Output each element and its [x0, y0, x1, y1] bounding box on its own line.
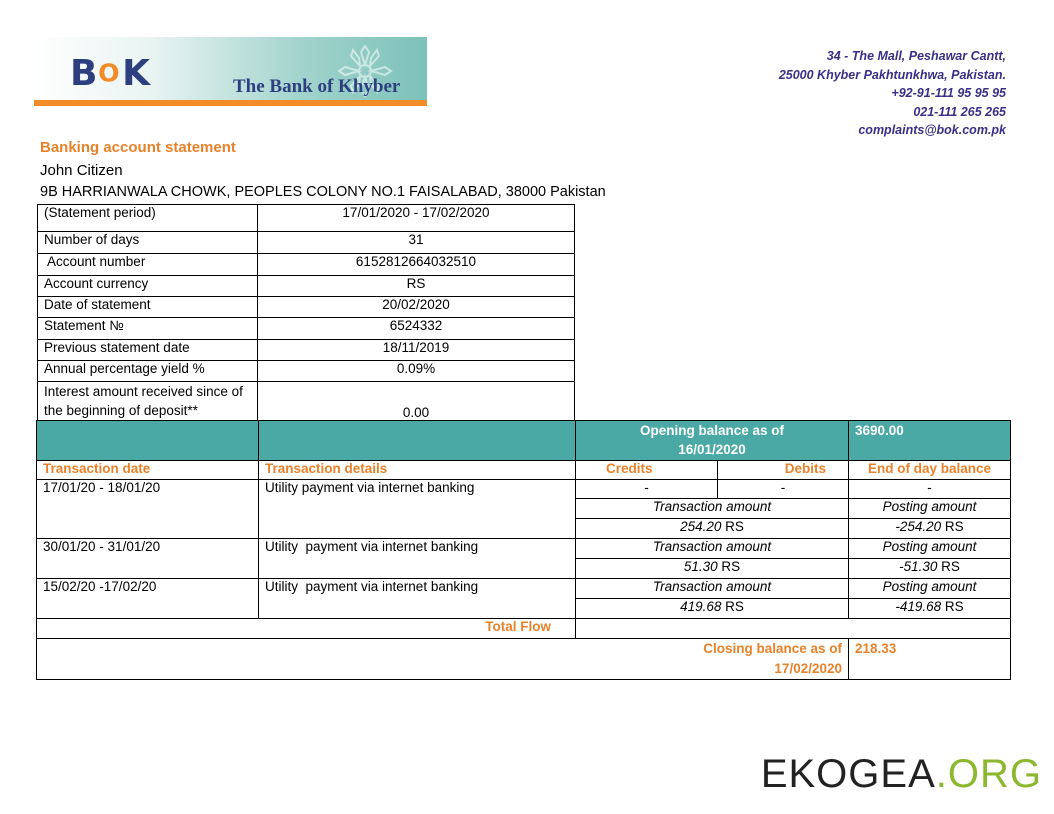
currency: RS: [941, 599, 964, 614]
closing-balance-label: [37, 639, 849, 680]
posting-amount: [849, 559, 1011, 579]
closing-balance-value: 218.33: [849, 639, 1011, 680]
info-label: (Statement period): [38, 205, 258, 232]
customer-address: 9B HARRIANWALA CHOWK, PEOPLES COLONY NO.1 FAISALABAD, 38000 Pakistan: [40, 184, 606, 200]
txn-amount-value: 254.20: [680, 519, 722, 534]
info-label: Previous statement date: [38, 340, 258, 361]
info-row: [38, 254, 575, 276]
txn-credit: -: [576, 480, 718, 499]
posting-amount-label: Posting amount: [849, 579, 1011, 599]
currency: RS: [721, 599, 744, 614]
total-flow-row: [37, 619, 1011, 639]
transactions-table: [36, 420, 1011, 680]
txn-amount-label: Transaction amount: [576, 579, 849, 599]
txn-amount-value: 51.30: [683, 559, 718, 574]
closing-balance-row: [37, 639, 1011, 680]
watermark-domain: .ORG: [935, 752, 1042, 796]
txn-amount: [576, 519, 849, 539]
info-row: [38, 340, 575, 361]
currency: RS: [717, 559, 741, 574]
txn-date: 17/01/20 - 18/01/20: [37, 480, 259, 539]
txn-eod: -: [849, 480, 1011, 499]
txn-date: 30/01/20 - 31/01/20: [37, 539, 259, 579]
currency: RS: [721, 519, 744, 534]
address-line: 25000 Khyber Pakhtunkhwa, Pakistan.: [778, 67, 1006, 82]
currency: RS: [941, 519, 964, 534]
table-row: [37, 539, 1011, 559]
info-value: 6152812664032510: [258, 254, 575, 276]
info-label: Date of statement: [38, 297, 258, 318]
info-row: [38, 382, 575, 421]
closing-balance-text: Closing balance as of 17/02/2020: [703, 641, 842, 676]
watermark: [761, 752, 1042, 797]
account-info-table: [37, 204, 575, 421]
statement-title: Banking account statement: [40, 139, 236, 156]
info-value: 18/11/2019: [258, 340, 575, 361]
info-value: 6524332: [258, 318, 575, 340]
address-line: 34 - The Mall, Peshawar Cantt,: [826, 49, 1006, 63]
txn-amount-label: Transaction amount: [576, 539, 849, 559]
bank-name: The Bank of Khyber: [233, 76, 401, 97]
banner-accent-bar: [34, 100, 427, 106]
currency: RS: [937, 559, 960, 574]
info-row: [38, 232, 575, 254]
info-value: RS: [258, 276, 575, 297]
txn-amount: [576, 559, 849, 579]
info-label: Account number: [38, 254, 258, 276]
phone-line: +92-91-111 95 95 95: [891, 86, 1006, 100]
col-header-debits: Debits: [718, 461, 849, 480]
txn-details: Utility payment via internet banking: [259, 579, 576, 619]
info-value: 31: [258, 232, 575, 254]
info-row: [38, 361, 575, 382]
posting-amount-value: -51.30: [899, 559, 938, 574]
table-row: [37, 480, 1011, 499]
phone-line: 021-111 265 265: [913, 104, 1006, 119]
txn-amount-value: 419.68: [680, 599, 722, 614]
col-header-credits: Credits: [576, 461, 718, 480]
info-value: 20/02/2020: [258, 297, 575, 318]
txn-details: Utility payment via internet banking: [259, 480, 576, 539]
info-row: [38, 276, 575, 297]
col-header-eod: End of day balance: [849, 461, 1011, 480]
info-value: 17/01/2020 - 17/02/2020: [258, 205, 575, 232]
info-label: Statement №: [38, 318, 258, 340]
table-header-row: [37, 461, 1011, 480]
info-label: Account currency: [38, 276, 258, 297]
posting-amount-value: -419.68: [895, 599, 942, 614]
col-header-date: Transaction date: [37, 461, 259, 480]
posting-amount-label: Posting amount: [849, 539, 1011, 559]
watermark-text: EKOGEA: [760, 752, 936, 796]
info-label: Interest amount received since of the beginning of deposit**: [38, 382, 258, 421]
info-label: Number of days: [38, 232, 258, 254]
opening-balance-label: Opening balance as of 16/01/2020: [576, 421, 849, 461]
posting-amount: [849, 599, 1011, 619]
posting-amount-label: Posting amount: [849, 499, 1011, 519]
txn-amount: [576, 599, 849, 619]
customer-name: John Citizen: [40, 162, 123, 179]
opening-balance-row: [37, 421, 1011, 461]
txn-date: 15/02/20 -17/02/20: [37, 579, 259, 619]
bank-logo: B O K: [70, 53, 147, 94]
table-row: [37, 579, 1011, 599]
info-row: [38, 318, 575, 340]
info-value: 0.00: [258, 382, 575, 421]
total-flow-label: Total Flow: [37, 619, 576, 639]
info-row: [38, 205, 575, 232]
opening-balance-value: 3690.00: [849, 421, 1011, 461]
posting-amount: [849, 519, 1011, 539]
posting-amount-value: -254.20: [895, 519, 942, 534]
txn-details: Utility payment via internet banking: [259, 539, 576, 579]
info-row: [38, 297, 575, 318]
info-value: 0.09%: [258, 361, 575, 382]
bank-address: [779, 47, 1006, 140]
txn-debit: -: [718, 480, 849, 499]
col-header-details: Transaction details: [259, 461, 576, 480]
email-link[interactable]: complaints@bok.com.pk: [858, 123, 1006, 137]
txn-amount-label: Transaction amount: [576, 499, 849, 519]
info-label: Annual percentage yield %: [38, 361, 258, 382]
